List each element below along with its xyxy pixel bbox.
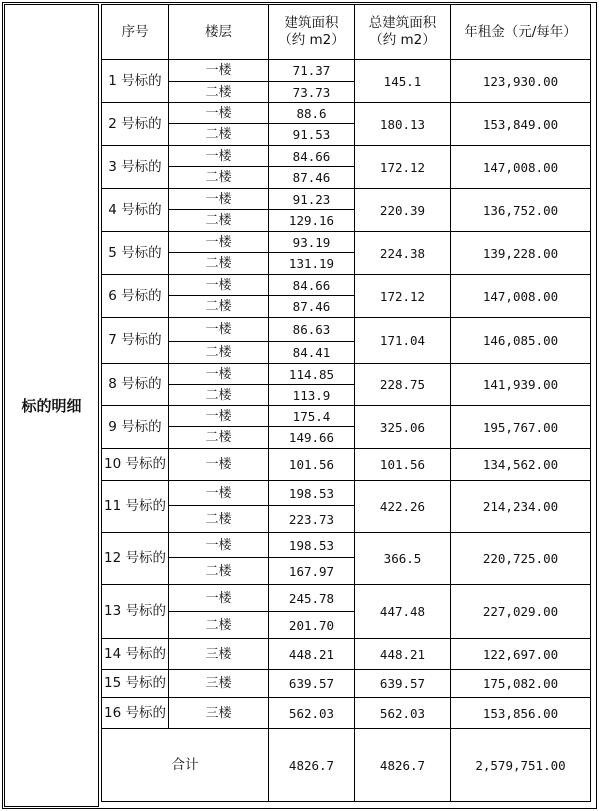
area-cell: 175.4	[269, 406, 355, 427]
row-seq: 1 号标的	[101, 60, 169, 103]
total-area-cell: 171.04	[355, 318, 451, 364]
total-area-cell: 172.12	[355, 146, 451, 189]
total-area-cell: 448.21	[355, 639, 451, 670]
header-total-area	[355, 4, 451, 60]
row-seq: 5 号标的	[101, 232, 169, 275]
area-cell: 93.19	[269, 232, 355, 253]
floor-cell: 二楼	[169, 612, 269, 639]
header-floor: 楼层	[169, 4, 269, 60]
total-area-cell: 422.26	[355, 481, 451, 533]
total-area-cell: 224.38	[355, 232, 451, 275]
header-area-line-1: 建筑面积	[284, 15, 339, 31]
area-cell: 562.03	[269, 698, 355, 729]
row-seq: 7 号标的	[101, 318, 169, 364]
annual-rent-cell: 122,697.00	[451, 639, 591, 670]
floor-cell: 一楼	[169, 533, 269, 558]
floor-cell: 一楼	[169, 60, 269, 82]
floor-cell: 一楼	[169, 275, 269, 296]
floor-cell: 二楼	[169, 167, 269, 189]
floor-cell: 二楼	[169, 82, 269, 103]
annual-rent-cell: 139,228.00	[451, 232, 591, 275]
annual-rent-cell: 141,939.00	[451, 364, 591, 406]
annual-rent-cell: 146,085.00	[451, 318, 591, 364]
row-seq: 8 号标的	[101, 364, 169, 406]
row-seq: 4 号标的	[101, 189, 169, 232]
area-cell: 87.46	[269, 167, 355, 189]
area-cell: 101.56	[269, 449, 355, 481]
floor-cell: 一楼	[169, 585, 269, 612]
row-seq: 2 号标的	[101, 103, 169, 146]
area-cell: 201.70	[269, 612, 355, 639]
summary-area: 4826.7	[269, 729, 355, 802]
summary-annual-rent: 2,579,751.00	[451, 729, 591, 802]
area-cell: 73.73	[269, 82, 355, 103]
area-cell: 114.85	[269, 364, 355, 385]
floor-cell: 一楼	[169, 189, 269, 210]
total-area-cell: 562.03	[355, 698, 451, 729]
total-area-cell: 145.1	[355, 60, 451, 103]
summary-label: 合计	[101, 729, 269, 802]
area-cell: 71.37	[269, 60, 355, 82]
row-seq: 10 号标的	[101, 449, 169, 481]
row-seq: 11 号标的	[101, 481, 169, 533]
area-cell: 86.63	[269, 318, 355, 342]
floor-cell: 二楼	[169, 124, 269, 146]
total-area-cell: 172.12	[355, 275, 451, 318]
row-seq: 9 号标的	[101, 406, 169, 449]
annual-rent-cell: 134,562.00	[451, 449, 591, 481]
floor-cell: 三楼	[169, 670, 269, 698]
floor-cell: 一楼	[169, 406, 269, 427]
floor-cell: 一楼	[169, 449, 269, 481]
area-cell: 129.16	[269, 210, 355, 232]
header-area	[269, 4, 355, 60]
row-seq: 15 号标的	[101, 670, 169, 698]
total-area-cell: 639.57	[355, 670, 451, 698]
area-cell: 84.41	[269, 342, 355, 364]
annual-rent-cell: 175,082.00	[451, 670, 591, 698]
rental-detail-table	[101, 4, 591, 807]
floor-cell: 二楼	[169, 427, 269, 449]
total-area-cell: 366.5	[355, 533, 451, 585]
annual-rent-cell: 227,029.00	[451, 585, 591, 639]
annual-rent-cell: 147,008.00	[451, 146, 591, 189]
annual-rent-cell: 147,008.00	[451, 275, 591, 318]
area-cell: 198.53	[269, 533, 355, 558]
header-total-area-line-2: （约 m2）	[369, 32, 436, 48]
annual-rent-cell: 214,234.00	[451, 481, 591, 533]
total-area-cell: 101.56	[355, 449, 451, 481]
area-cell: 84.66	[269, 275, 355, 296]
header-total-area-line-1: 总建筑面积	[368, 15, 437, 31]
row-seq: 6 号标的	[101, 275, 169, 318]
floor-cell: 二楼	[169, 558, 269, 585]
area-cell: 88.6	[269, 103, 355, 124]
floor-cell: 二楼	[169, 385, 269, 406]
floor-cell: 二楼	[169, 506, 269, 533]
area-cell: 87.46	[269, 296, 355, 318]
area-cell: 198.53	[269, 481, 355, 506]
area-cell: 84.66	[269, 146, 355, 167]
area-cell: 91.53	[269, 124, 355, 146]
area-cell: 149.66	[269, 427, 355, 449]
header-annual-rent: 年租金（元/每年）	[451, 4, 591, 60]
floor-cell: 二楼	[169, 296, 269, 318]
area-cell: 131.19	[269, 253, 355, 275]
annual-rent-cell: 136,752.00	[451, 189, 591, 232]
area-cell: 639.57	[269, 670, 355, 698]
floor-cell: 一楼	[169, 232, 269, 253]
annual-rent-cell: 195,767.00	[451, 406, 591, 449]
floor-cell: 一楼	[169, 146, 269, 167]
floor-cell: 三楼	[169, 639, 269, 670]
floor-cell: 一楼	[169, 364, 269, 385]
floor-cell: 一楼	[169, 481, 269, 506]
area-cell: 167.97	[269, 558, 355, 585]
row-seq: 3 号标的	[101, 146, 169, 189]
annual-rent-cell: 153,849.00	[451, 103, 591, 146]
header-seq: 序号	[101, 4, 169, 60]
area-cell: 448.21	[269, 639, 355, 670]
floor-cell: 一楼	[169, 318, 269, 342]
floor-cell: 二楼	[169, 253, 269, 275]
section-label: 标的明细	[4, 4, 99, 807]
area-cell: 245.78	[269, 585, 355, 612]
summary-total-area: 4826.7	[355, 729, 451, 802]
total-area-cell: 447.48	[355, 585, 451, 639]
floor-cell: 三楼	[169, 698, 269, 729]
annual-rent-cell: 123,930.00	[451, 60, 591, 103]
floor-cell: 一楼	[169, 103, 269, 124]
floor-cell: 二楼	[169, 342, 269, 364]
annual-rent-cell: 220,725.00	[451, 533, 591, 585]
total-area-cell: 325.06	[355, 406, 451, 449]
header-area-line-2: （约 m2）	[278, 32, 345, 48]
annual-rent-cell: 153,856.00	[451, 698, 591, 729]
row-seq: 14 号标的	[101, 639, 169, 670]
row-seq: 12 号标的	[101, 533, 169, 585]
floor-cell: 二楼	[169, 210, 269, 232]
total-area-cell: 220.39	[355, 189, 451, 232]
row-seq: 16 号标的	[101, 698, 169, 729]
area-cell: 223.73	[269, 506, 355, 533]
area-cell: 113.9	[269, 385, 355, 406]
area-cell: 91.23	[269, 189, 355, 210]
total-area-cell: 228.75	[355, 364, 451, 406]
total-area-cell: 180.13	[355, 103, 451, 146]
row-seq: 13 号标的	[101, 585, 169, 639]
